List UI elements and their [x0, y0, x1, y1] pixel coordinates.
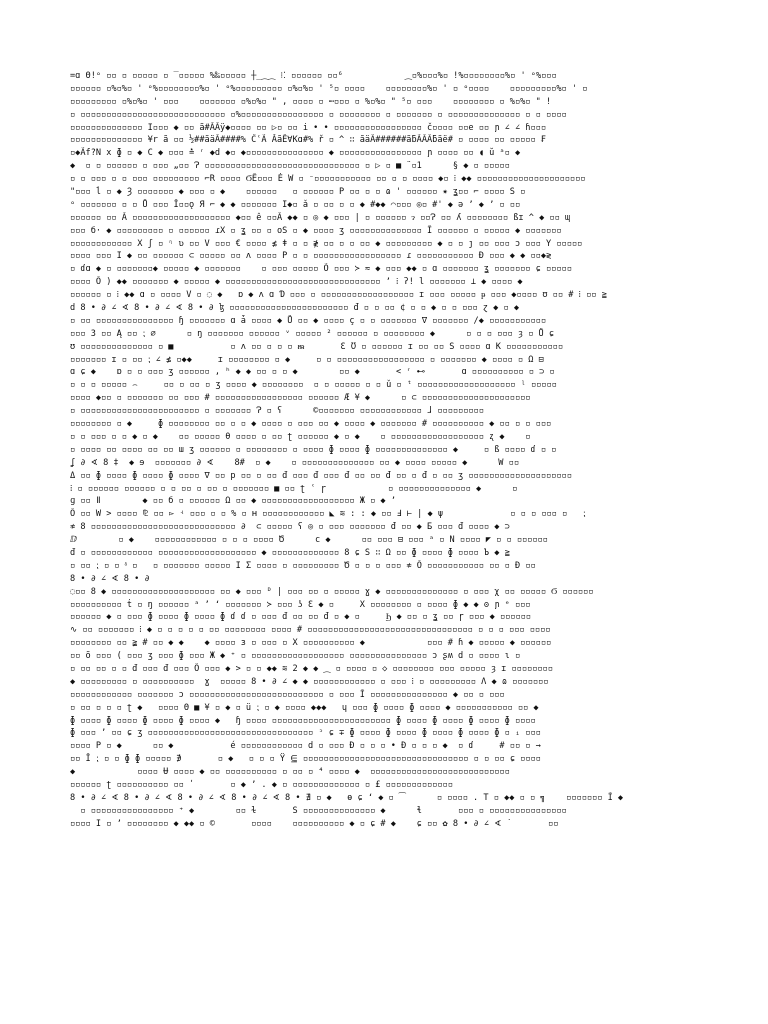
document-line: ▫▫ Ĭ ⁏ ▫ ▫ ɸ ɸ ▫▫▫▫▫ ∌ ▫ ◆ ▫ ▫ ▫ Ÿ ⋸ ▫▫▫▫▫▫▫▫▫▫▫▫▫▫▫▫▫▫▫▫▫▫▫▫▫▫▫▫▫▫▫▫ ▫ ▫ ▫▫ ɕ ▫▫▫▫ — [70, 754, 541, 765]
document-line: 8 • ∂ ∠ ∢ 8 • ∂ ∠ ∢ 8 • ∂ ∠ ∢ 8 • ∂ ∠ ∢ 8 • ∄ ▫ ◆ ɵ ɕ ʻ ◆ ▫ ⁀ ▫ ▫▫▫▫ . T ▫ ◆◆ ▫ ▫ ╗ ▫▫▫▫▫▫▫ Ĩ ◆ — [70, 792, 624, 803]
document-line: ɸ ▫▫▫ ʼ ▫▫ ɕ ʒ ▫▫▫▫▫▫▫▫▫▫▫▫▫▫▫▫▫▫▫▫▫▫▫▫▫▫▫▫▫▫▫▫ ᵓ ɕ ∓ ɸ ▫▫▫▫ ɸ ▫▫▫▫ ɸ ▫▫▫▫ ɸ ▫▫▫▫ ɸ ▫ ᵢ ▫▫▫ — [70, 728, 541, 739]
document-line: ◌▫▫ 8 ◆ ▫▫▫▫▫▫▫▫▫▫▫▫▫▫▫▫▫▫▫▫ ▫▫ ◆ ▫▫▫ ᴰ | ▫▫▫ ▫▫ ▫ ▫▫▫▫▫ ɣ ◆ ▫▫▫▫▫▫▫▫▫▫▫▫▫▫ ▫ ▫▫▫ χ ▫▫ ▫▫▫▫▫ Ϭ ▫▫▫▫▫▫ — [70, 586, 594, 597]
document-line: ɸ ▫▫▫▫ ɸ ▫▫▫▫ ɸ ▫▫▫▫ ɸ ▫▫▫▫ ◆ ɧ ▫▫▫▫ ▫▫▫▫▫▫▫▫▫▫▫▫▫▫▫▫▫▫▫▫▫▫▫ ɸ ▫▫▫▫ ɸ ▫▫▫▫ ɸ ▫▫▫▫ ɸ ▫▫▫▫ — [70, 715, 536, 726]
document-line: ᵒ ▫▫▫▫▫▫▫ ▫ ▫ Ů ▫▫▫ Ĭ▫▫ǫ Я ⌐ ◆ ◆ ▫▫▫▫▫▫▫ I◆▫ ǎ ▫ ▫▫ ▫ ▫ ◆ #◆◆ ⌒▫▫▫ ◎▫ #' ◆ ǝ ʼ ◆ ʼ ▫ ▫▫ — [70, 199, 521, 210]
document-line: ▫◆Ãf?N x ɸ ▫ ◆ C ◆ ▫▫▫ ≛ ʳ ◆d ◆▫ ◆▫▫▫▫▫▫▫▫▫▫▫▫▫▫▫ ◆ ▫▫▫▫▫▫▫▫▫▫▫▫▫▫▫▫ ɲ ▫▫▫▫ ▫▫ ◖ ŭ ᵃ▫ ◆ — [70, 148, 521, 159]
document-line: Δ ▫▫ ɸ ▫▫▫▫ ɸ ▫▫▫▫ ɸ ▫▫▫▫ ∇ ▫▫ p ▫▫ ▫ ▫▫ đ ▫▫▫ đ ▫▫▫ đ ▫▫ ▫▫ đ ▫▫ ▫ đ ▫ ▫▫ ʒ ▫▫▫▫▫▫▫▫▫▫▫▫▫▫▫▫▫▫▫▫ — [70, 470, 572, 481]
document-line: ◆ ▫▫▫▫ Ʉ ▫▫▫▫ ◆ ▫▫ ▫▫▫▫▫▫▫▫▫▫ ▫ ▫▫ ▫ ⁴ ▫▫▫▫ ◆ ▫▫▫▫▫▫▫▫▫▫▫▫▫▫▫▫▫▫▫▫▫▫▫▫▫▫▫ — [70, 767, 510, 778]
document-line: ▫▫▫▫▫▫▫▫▫▫ ṫ ▫ ŋ ▫▫▫▫▫▫ ᵃ ʼ ʻ ▫▫▫▫▫▫▫ ≻ ▫▫▫ ʖ Ɛ ◆ ▫ X ▫▫▫▫▫▫▫▫ ▫ ▫▫▫▫ ɸ ◆ ◆ ʘ ɲ ᵉ ▫▫▫ — [70, 599, 531, 610]
document-line: ▫▫▫▫▫▫ ▫%▫%▫ ' ᵒ%▫▫▫▫▫▫▫▫%▫ ' ᵒ%▫▫▫▫▫▫▫▫▫ ▫%▫%▫ ' ⁵▫ ▫▫▫▫ ▫▫▫▫▫▫▫▫%▫ ' ▫ ᵒ▫▫▫▫ ▫▫▫▫▫▫▫▫▫%▫ ' ▫ — [70, 83, 588, 94]
document-line: đ ▫ ▫▫▫▫▫▫▫▫▫▫▫▫ ▫▫▫▫▫▫▫▫▫▫▫▫▫▫▫▫▫▫▫ ◆ ▫▫▫▫▫▫▫▫▫▫▫▫▫ 8 ɕ S ∷ Ω ▫▫ ɸ ▫▫▫▫ ɸ ▫▫▫▫ Ъ ◆ ≧ — [70, 547, 510, 558]
document-line: ▫ ▫▫▫▫▫▫▫▫▫▫▫▫▫▫▫▫▫▫▫▫▫▫▫▫▫▫▫▫ ▫%▫▫▫▫▫▫▫▫▫▫▫▫▫▫▫▫ ▫ ▫▫▫▫▫▫▫▫ ▫ ▫▫▫▫▫▫▫ ▫ ▫▫▫▫▫▫▫▫▫▫▫▫▫▫ ▫ ▫ ▫▫▫▫ — [70, 109, 567, 120]
document-line: ▫▫▫▫ Õ ) ◆◆ ▫▫▫▫▫▫▫ ◆ ▫▫▫▫▫ ◆ ▫▫▫▫▫▫▫▫▫▫▫▫▫▫▫▫▫▫▫▫▫▫▫▫▫▫▫▫▫▫ ʼ ⁞ ʔ! l ▫▫▫▫▫▫▫ ⊥ ◆ ▫▫▫▫ ◆ — [70, 277, 523, 288]
document-line: ▫ ▫▫▫▫▫▫▫▫▫▫▫▫▫▫▫▫▫▫▫▫▫▫▫ ▫ ▫▫▫▫▫▫▫ Ɂ ▫ ʕ ©▫▫▫▫▫▫▫ ▫▫▫▫▫▫▫▫▫▫▫▫ ɺ ▫▫▫▫▫▫▫▫▫ — [70, 406, 484, 417]
document-line: ▫ ▫▫ ▫▫ ▫ ▫ đ ▫▫▫ đ ▫▫▫ Õ ▫▫▫ ◆ > ▫ ▫ ◆◆ ≋ 2 ◆ ◆ ⁔ ▫ ▫▫▫▫ ▫ ◇ ▫▫▫▫▫▫▫▫ ▫▫▫ ▫▫▫▫▫ ȝ ɪ ▫▫▫▫▫▫▫▫ — [70, 663, 553, 674]
document-line: ▫▫▫▫▫▫▫▫ ▫ ◆ ɸ ▫▫▫▫▫▫▫▫ ▫▫ ▫ ▫ ◆ ▫▫▫▫ ▫ ▫▫▫ ▫▫ ◆ ▫▫▫▫ ◆ ▫▫▫▫▫▫▫ # ▫▫▫▫▫▫▫▫▫▫ ◆ ▫▫ ▫ ▫ ▫▫▫ — [70, 419, 552, 430]
document-line: ∿ ▫▫ ▫▫▫▫▫▫▫ ⁞ ◆ ▫ ▫ ▫ ▫ ▫ ▫▫ ▫▫▫▫▫▫▫▫ ▫▫▫▫ # ▫▫▫▫▫▫▫▫▫▫▫▫▫▫▫▫▫▫▫▫▫▫▫▫▫▫▫▫▫▫▫▫ ▫ ▫ ▫ ▫▫▫ ▫▫▫▫ — [70, 625, 551, 636]
document-line: ▫ ▫ ▫ ▫▫▫▫▫ ⌢ ▫▫ ▫ ▫▫ ▫ ʒ ▫▫▫▫ ◆ ▫▫▫▫▫▫▫▫ ▫ ▫ ▫▫▫▫▫ ▫ ▫ ǔ ▫ ᵗ ▫▫▫▫▫▫▫▫▫▫▫▫▫▫▫▫▫▫▫ ᶩ ▫▫▫▫▫ — [70, 380, 557, 391]
document-line: ▫ ▫ ▫▫▫ ▫ ▫ ◆ ▫ ◆ ▫▫ ▫▫▫▫▫ θ ▫▫▫▫ ▫ ▫▫ ʈ ▫▫▫▫▫▫ ◆ ▫ ◆ ▫ ▫▫▫▫▫▫▫▫▫▫▫▫▫▫▫▫▫▫ ʐ ◆ ▫ — [70, 431, 531, 442]
document-line: ▫ ▫▫▫▫▫▫▫▫▫▫▫▫▫▫▫▫ ⁺ ◆ ▫▫ ɫ S ▫▫▫▫▫▫▫▫▫▫▫▫▫▫ ◆ ɬ ▫▫▫ ▫ ▫▫▫▫▫▫▫▫▫▫▫▫▫▫▫ — [70, 805, 567, 816]
document-text-block — [70, 70, 698, 831]
document-line: ▫▫▫▫▫▫▫▫▫▫▫▫▫▫ ¥r ã ▫▫ ½##ãäÃ####% ĈʿÃ ĂãÊ∀Kɑ#% ř ▫ ^ ∷ ãäÃ######ãƃÃÃÃƃãë# ▫ ▫▫▫▫ ▫▫ ▫▫▫▫▫ ₣ — [70, 135, 546, 146]
document-line: ɡ ▫▫ ǁ ◆ ▫▫ б ▫ ▫▫▫▫▫▫ Ω ▫▫ ◆ ▫▫▫▫▫▫▫▫▫▫▫▫▫▫▫▫▫▫ Ж ▫ ◆ ʼ — [70, 496, 396, 507]
document-line: ▫▫▫▫▫▫ ʈ ▫▫▫▫▫▫▫▫▫▫ ▫▫ ʹ ▫ ◆ ʼ . ◆ ▫ ▫▫▫▫▫▫▫▫▫▫▫▫▫ ▫ £ ▫▫▫▫▫▫▫▫▫▫▫▫▫ — [70, 779, 453, 790]
document-line: ▫▫▫▫▫▫ ▫ ⁞ ◆◆ ɑ ▫ ▫▫▫▫ V ▫ ◌ ◆ ɒ ◆ ʌ ɑ Ɗ ▫▫▫ ▫ ▫▫▫▫▫▫▫▫▫▫▫▫▫▫▫▫▫▫ ɪ ▫▫▫ ▫▫▫▫▫ ᵽ ▫▫▫ ◆▫▫▫▫ ʊ ▫▫ # ⁞ ▫▫ ≧ — [70, 290, 607, 301]
document-line: ▫▫▫▫ ▫▫▫ I ◆ ▫▫ ▫▫▫▫▫▫ ⊂ ▫▫▫▫▫ ▫▫ ʌ ▫▫▫▫ P ▫ ▫ ▫▫▫▫▫▫▫▫▫▫▫▫▫▫▫▫▫ ɾ ▫▫▫▫▫▫▫▫▫▫▫ Ð ▫▫▫ ◆ ◆ ▫▫◆≷ — [70, 251, 552, 262]
document-line: ▫ ▫▫ ▫▫▫▫▫▫▫▫▫▫▫▫▫▫▫ ɧ ▫▫▫▫▫▫▫ ɑ ǡ ▫▫▫▫ ◆ Ů ▫▫ ◆ ▫▫▫▫ ç ▫ ▫ ▫▫▫▫▫▫▫ ∇ ▫▫▫▫▫▫▫ /◆ ▫▫▫▫▫▫▫▫▫▫▫ — [70, 315, 546, 326]
document-line: ▫ ▫▫ ⁏ ▫ ▫ ᵟ ▫ ▫ ▫▫▫▫▫▫▫ ▫▫▫▫▫ I Σ ▫▫▫▫ ▫ ▫▫▫▫▫▫▫▫▫ Ծ ▫ ▫ ▫ ▫▫▫ ≉ Õ ▫▫▫▫▫▫▫▫▫▫▫ ▫▫ ▫ Ð ▫▫ — [70, 560, 536, 571]
document-line: ≉ 8 ▫▫▫▫▫▫▫▫▫▫▫▫▫▫▫▫▫▫▫▫▫▫▫▫▫▫▫▫ ∂ ⊂ ▫▫▫▫▫ ʕ ◎ ▫ ▫▫▫ ▫▫▫▫▫▫▫ đ ▫▫ ◆ Б ▫▫▫ đ ▫▫▫▫ ◆ ⊃ — [70, 522, 510, 533]
document-line: ▫ ▫▫ ▫ ▫ ▫ ʈ ◆ ▫▫▫▫ Θ ■ ¥ ▫ ◆ ▫ ü ⁏ ▫ ◆ ▫▫▫▫ ◆◆◆ ɥ ▫▫▫ ɸ ▫▫▫▫ ɸ ▫▫▫▫ ◆ ▫▫▫▫▫▫▫▫▫▫▫ ▫▫ ◆ — [70, 702, 539, 713]
document-line: ▫▫ õ ▫▫▫ ( ▫▫▫ ʒ ▫▫▫ ɸ ▫▫▫ Ж ◆ ⁺ ▫ ▫▫▫▫▫▫▫▫▫▫▫▫▫▫▫▫▫▫ ▫▫▫▫▫▫▫▫▫▫▫▫▫▫▫ ɔ ʂʍ d ▫ ▫▫▫▫ ɩ ▫ — [70, 651, 521, 662]
document-line: ▫▫▫▫▫▫▫▫ ▫▫ ≩ # ▫▫ ◆ ◆ ◆ ▫▫▫▫ ɜ ▫ ▫▫▫ ▫ X ▫▫▫▫▫▫▫▫▫▫ ◆ ▫▫▫ # ɦ ◆ ▫▫▫▫▫ ◆ ▫▫▫▫▫▫ — [70, 638, 552, 649]
document-line: Õ ▫▫ W > ▫▫▫▫ ⅊ ▫▫ ▻ ʵ ▫▫▫ ▫ ▫ % ▫ ʜ ▫▫▫▫▫▫▫▫▫▫▫▫ ◣ ≋ : : ◆ ▫▫ Ⅎ ⊢ | ◆ ψ ▫ ▫ ▫ ▫▫▫ ▫ ⁏ — [70, 509, 586, 520]
document-line: ▫▫▫▫ ◆▫▫ ▫ ▫▫▫▫▫▫▫ ▫▫ ▫▫▫ # ▫▫▫▫▫▫▫▫▫▫▫▫▫▫▫▫▫ ▫▫▫▫▫▫ Æ ¥ ◆ ▫ ⊂ ▫▫▫▫▫▫▫▫▫▫▫▫▫▫▫▫▫▫▫▫▫ — [70, 393, 531, 404]
document-line: ▫ ▫▫▫▫ ▫▫ ▫▫▫▫ ▫▫ ▫▫ ɯ ʒ ▫▫▫▫▫▫ ▫ ▫▫▫▫▫▫▫▫ ▫ ▫▫▫▫ ɸ ▫▫▫▫ ɸ ▫▫▫▫▫▫▫▫▫▫▫▫▫▫ ◆ ▫ ß ▫▫▫▫ ɗ ▫ ▫ — [70, 444, 557, 455]
document-line: ⅅ ▫ ◆ ▫▫▫▫▫▫▫▫▫▫▫▫ ▫ ▫ ▫ ▫▫▫▫ Ծ c ◆ ▫▫ ▫▫▫ ⊟ ▫▫▫ ᵃ ▫ N ▫▫▫▫ ◤ ▫ ▫ ▫▫▫▫▫▫ — [70, 535, 548, 546]
document-line: ◆ ▫▫▫▫▫▫▫▫▫ ▫ ▫▫▫▫▫▫▫▫▫▫ ɣ ▫▫▫▫▫ 8 • ∂ ∠ ◆ ◆ ▫▫▫▫▫▫▫▫▫▫▫▫ ▫ ▫▫▫ ⁞ ▫ ▫▫▫▫▫▫▫▫▫ Λ ◆ ɷ ▫▫▫▫▫▫▫ — [70, 676, 549, 687]
document-line: ʊ ▫▫▫▫▫▫▫▫▫▫▫▫▫▫ ▫ ■ ▫ ʌ ▫▫ ▫ ▫ ▫ ᵯ Ɛ Ʊ ▫ ▫▫▫▫▫▫ ɪ ▫▫ ▫▫ S ▫▫▫▫ ɑ K ▫▫▫▫▫▫▫▫▫▫▫ — [70, 341, 564, 352]
document-line: ▫▫▫▫ P ▫ ◆ ▫▫ ◆ é ▫▫▫▫▫▫▫▫▫▫▫▫ d ▫ ▫▫▫ Ð ▫ ▫ ▫ • Ð ▫ ▫ ▫ ◆ ▫ ɗ # ▫▫ ▫ → — [70, 741, 541, 752]
document-line: ▫▫▫▫▫▫ ▫▫ Ã ▫▫▫▫▫▫▫▫▫▫▫▫▫▫▫▫▫▫▫ ◆▫▫ ê ▫▫Ã ◆◆ ▫ ◎ ◆ ▫▫▫ | ▫ ▫▫▫▫▫▫ ɂ ▫▫Ɂ ▫▫ ʎ ▫▫▫▫▫▫▫▫ ßɪ ^ ◆ ▫▫ ɰ — [70, 212, 571, 223]
document-line: ʆ ∂ ∢ 8 ‡ ◆ ɘ ▫▫▫▫▫▫▫ ∂ ∢ 8# ▫ ◆ ▫ ▫▫▫▫▫▫▫▫▫▫▫▫▫▫ ▫▫ ◆ ▫▫▫▫ ▫▫▫▫▫ ◆ W ▫▫ — [70, 457, 520, 468]
document-line: ▫▫▫▫▫▫▫▫▫▫▫▫ X ʃ ▫ ᶯ ʋ ▫▫ V ▫▫▫ € ▫▫▫▫ ≴ ǂ ▫ ▫ ≹ ▫▫ ▫ ▫ ▫▫ ◆ ▫▫▫▫▫▫▫▫▫ ◆ ▫ ▫ ȷ ▫▫ ▫▫▫ ɔ ▫▫▫ Y ▫▫▫▫▫ — [70, 238, 583, 249]
document-line: d 8 • ∂ ∠ ∢ 8 • ∂ ∠ ∢ 8 • ∂ ɮ ▫▫▫▫▫▫▫▫▫▫▫▫▫▫▫▫▫▫▫▫▫▫▫ đ ▫ ▫ ▫▫ ¢ ▫ ▫ ◆ ▫ ▫ ▫▫▫ ɀ ◆ ▫ ◆ — [70, 303, 520, 314]
document-line: ▫▫▫▫▫▫▫▫▫▫▫▫▫▫ I▫▫▫ ◆ ▫▫ ã#ÃÃÿ◆▫▫▫▫ ▫▫ ▷▫ ▫▫ i • • ▫▫▫▫▫▫▫▫▫▫▫▫▫▫▫▫▫ č▫▫▫▫ ▫▫e ▫▫ ɲ ∠ ∠ ɦ▫▫▫ — [70, 122, 546, 133]
document-line: ▫▫▫▫▫▫▫▫▫▫▫▫ ▫▫▫▫▫▫▫ ɔ ▫▫▫▫▫▫▫▫▫▫▫▫▫▫▫▫▫▫▫▫▫▫▫▫▫▫ ▫ ▫▫▫ Ĩ ▫▫▫▫▫▫▫▫▫▫▫▫▫▫▫ ◆ ▫▫ ▫ ▫▫▫ — [70, 689, 505, 700]
document-line: ▫ ▫ ▫▫▫ ▫ ▫ ▫▫▫ ▫▫▫▫▫▫▫▫▫ ⌐R ▫▫▫▫ ϬÊ▫▫▫ Ė W ▫ ⁻▫▫▫▫▫▫▫▫▫▫▫ ▫▫ ▫ ▫ ▫▫▫▫ ◆▫ ⁞ ◆◆ ▫▫▫▫▫▫▫▫▫▫▫▫▫▫▫▫▫▫▫▫▫ — [70, 174, 586, 185]
document-line: ▫▫▫ б· ◆ ▫▫▫▫▫▫▫▫▫ ▫ ▫▫▫▫▫▫ ɾX ▫ ʓ ▫▫ ▫ oS ▫ ◆ ▫▫▫▫ ʒ ▫▫▫▫▫▫▫▫▫▫▫▫▫▫ Ĩ ▫▫▫▫▫▫ ▫ ▫▫▫▫▫ ◆ ▫▫▫▫▫▫▫ — [70, 225, 562, 236]
document-line: ▫▫▫▫ I ▫ ʼ ▫▫▫▫▫▫▫▫ ◆ ◆◆ ▫ © ▫▫▫▫ ▫▫▫▫▫▫▫▫▫▫ ◆ ▫ ɕ # ◆ ɕ ▫▫ ✿ 8 • ∂ ∠ ∢ ˙ ▫▫ — [70, 818, 559, 829]
document-line: "▫▫▫ ĺ ▫ ◆ Ȝ ▫▫▫▫▫▫▫ ◆ ▫▫▫ ▫ ◆ ▫▫▫▫▫▫ ▫ ▫▫▫▫▫▫ P ▫▫ ▫ ▫ ɷ ' ▫▫▫▫▫▫ ✷ ʓ▫▫ ⌐ ▫▫▫▫ S ▫ — [70, 187, 526, 198]
document-line: ▫▫▫▫▫▫▫ ɪ ▫ ▫▫ ⁏ ∠ ≰ ▫◆◆ ɪ ▫▫▫▫▫▫▫▫ ▫ ◆ ▫ ▫ ▫▫▫▫▫▫▫▫▫▫▫▫▫▫▫▫▫ ▫ ▫▫▫▫▫▫▫ ◆ ▫▫▫▫ ▫ Ω ⊟ — [70, 354, 544, 365]
document-line: 8 • ∂ ∠ ∢ 8 • ∂ — [70, 573, 150, 584]
document-line: ▫ ɗɑ ◆ ▫ ▫▫▫▫▫▫▫◆ ▫▫▫▫▫ ◆ ▫▫▫▫▫▫▫ ▫ ▫▫▫ ▫▫▫▫▫ Õ ▫▫▫ ≻ ≂ ◆ ▫▫▫ ◆◆ ▫ ɑ ▫▫▫▫▫▫▫ ʓ ▫▫▫▫▫▫▫ ɕ ▫▫▫▫▫ — [70, 264, 572, 275]
document-line: =ɑ Θ!ᵒ ▫▫ ▫ ▫▫▫▫▫ ▫ ‾▫▫▫▫▫ %‰▫▫▫▫▫ ┼_⁔⁔ ⁝⁚ ▫▫▫▫▫▫ ▫▫⁶ ⁔▫%▫▫▫%▫ !%▫▫▫▫▫▫▫▫%▫ ' ᵒ%▫▫▫ — [70, 71, 557, 81]
document-line: ◆ ▫ ▫ ▫▫▫▫▫▫ ▫ ▫▫▫ „▫▫ Ɂ ▫▫▫▫▫▫▫▫▫▫▫▫▫▫▫▫▫▫▫▫▫▫▫▫▫▫▫▫▫▫ ▫ ▷ ▫ ■ ¨▫1 § ◆ ▫ ▫▫▫▫▫ — [70, 161, 510, 172]
document-line: ▫▫▫▫▫▫▫▫▫ ▫%▫%▫ ' ▫▫▫ ▫▫▫▫▫▫▫ ▫%▫%▫ " , ▫▫▫▫ ▫ ┉▫▫▫ ▫ %▫%▫ " ⁵▫ ▫▫▫ ▫▫▫▫▫▫▫▫ ▫ %▫%▫ " ! — [70, 96, 552, 107]
document-line: ▫▫▫ З ▫▫ Ą ▫▫ ⁏ ⌀ ▫ ŋ ▫▫▫▫▫▫▫ ▫▫▫▫▫▫ ᵛ ▫▫▫▫▫ ² ▫▫▫▫▫▫ ▫ ▫▫▫▫▫▫▫▫ ◆ ▫ ▫ ▫ ▫▫▫ ȝ ▫ Ů ɕ — [70, 328, 555, 339]
document-line: ▫▫▫▫▫▫ ◆ ▫ ▫▫▫ ɸ ▫▫▫▫ ɸ ▫▫▫▫ ɸ ɗ ɗ ▫ ▫▫▫ đ ▫▫ ▫▫ đ ▫ ◆ ▫ Ϧ ◆ ▫▫ ▫ ʓ ▫▫ ɼ ▫▫▫ ◆ ▫▫▫▫▫▫ — [70, 612, 531, 623]
document-line: ⁞ ▫ ▫▫▫▫▫▫ ▫▫▫▫▫▫ ▫ ▫ ▫▫ ▫ ▫▫ ▫ ▫▫▫▫▫▫▫ ■ ▫▫ ʈ ʿ ɼ ▫ ▫▫▫▫▫▫▫▫▫▫▫▫▫▫ ◆ ▫ — [70, 483, 518, 494]
document-line: ɑ ɕ ◆ ɒ ▫ ▫ ▫▫▫ ʒ ▫▫▫▫▫▫ , ʰ ◆ ◆ ▫▫ ▫ ▫ ◆ ▫▫ ◆ < ʳ ⊷ ɑ ▫▫▫▫▫▫▫▫▫▫ ▫ ⊃ ▫ — [70, 367, 555, 378]
